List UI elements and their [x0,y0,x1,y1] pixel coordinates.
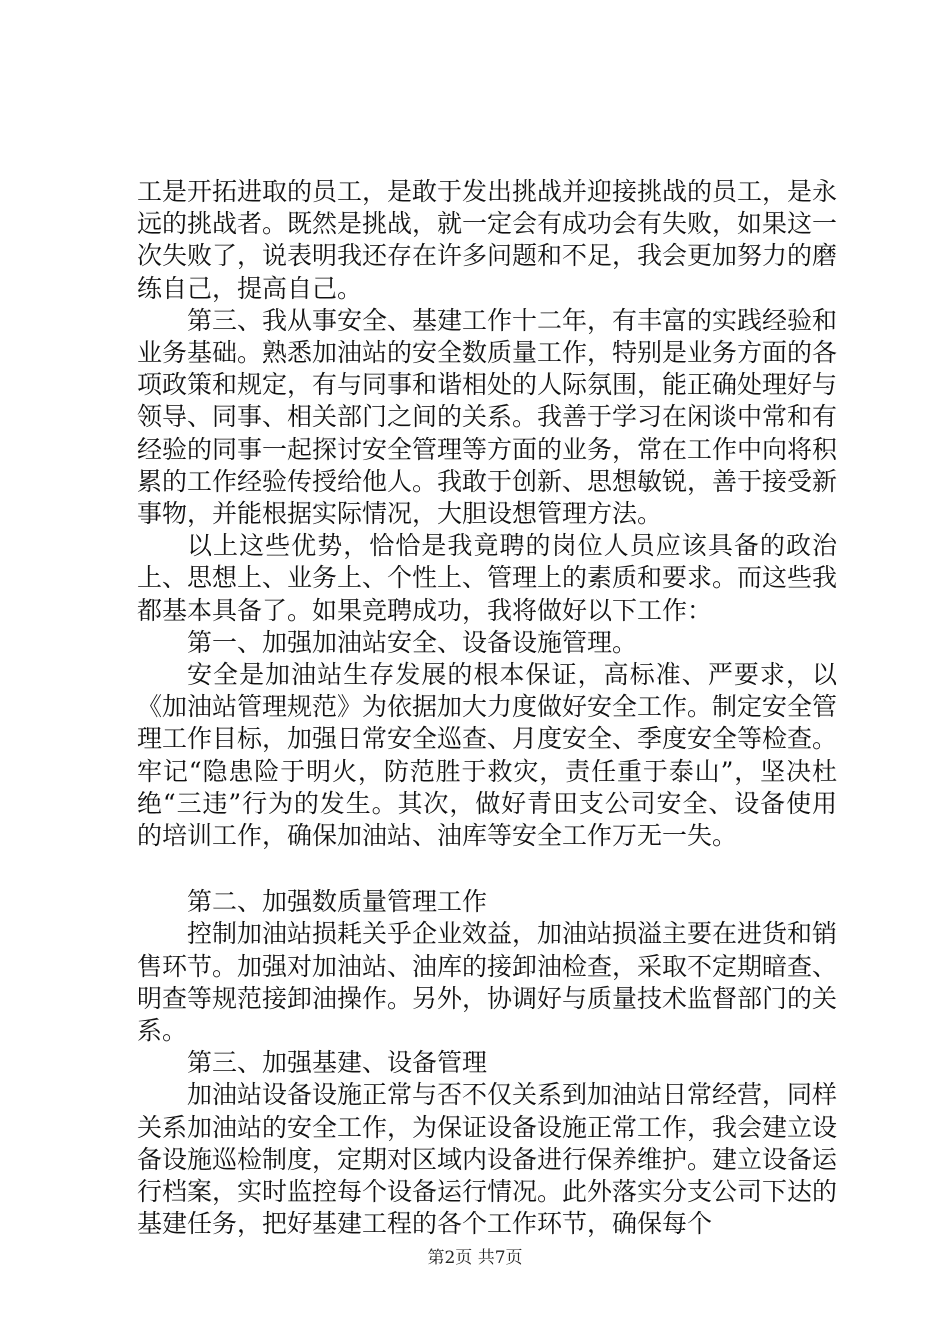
document-body [137,176,837,1241]
paragraph-2: 第三、我从事安全、基建工作十二年，有丰富的实践经验和业务基础。熟悉加油站的安全数质量工作，特别是业务方面的各项政策和规定，有与同事和谐相处的人际氛围，能正确处理好与领导、同事、相关部门之间的关系。我善于学习在闲谈中常和有经验的同事一起探讨安全管理等方面的业务，常在工作中向将积累的工作经验传授给他人。我敢于创新、思想敏锐，善于接受新事物，并能根据实际情况，大胆设想管理方法。 [137,305,838,529]
paragraph-7: 控制加油站损耗关乎企业效益，加油站损溢主要在进货和销售环节。加强对加油站、油库的接卸油检查，采取不定期暗查、明查等规范接卸油操作。另外，协调好与质量技术监督部门的关系。 [137,919,838,1046]
paragraph-5: 安全是加油站生存发展的根本保证，高标准、严要求，以《加油站管理规范》为依据加大力度做好安全工作。制定安全管理工作目标，加强日常安全巡查、月度安全、季度安全等检查。牢记“隐患险于明火，防范胜于救灾，责任重于泰山”，坚决杜绝“三违”行为的发生。其次，做好青田支公司安全、设备使用的培训工作，确保加油站、油库等安全工作万无一失。 [137,660,838,851]
page-number-footer: 第2页 共7页 [427,1248,523,1268]
paragraph-6-heading: 第二、加强数质量管理工作 [187,887,488,917]
paragraph-3: 以上这些优势，恰恰是我竟聘的岗位人员应该具备的政治上、思想上、业务上、个性上、管理上的素质和要求。而这些我都基本具备了。如果竞聘成功，我将做好以下工作： [137,531,838,625]
paragraph-8-heading: 第三、加强基建、设备管理 [187,1048,488,1078]
paragraph-1: 工是开拓进取的员工，是敢于发出挑战并迎接挑战的员工，是永远的挑战者。既然是挑战，就一定会有成功会有失败，如果这一次失败了，说表明我还存在许多问题和不足，我会更加努力的磨练自己，提高自己。 [137,177,838,303]
paragraph-4-heading: 第一、加强加油站安全、设备设施管理。 [187,627,638,657]
paragraph-9: 加油站设备设施正常与否不仅关系到加油站日常经营，同样关系加油站的安全工作，为保证设备设施正常工作，我会建立设备设施巡检制度，定期对区域内设备进行保养维护。建立设备运行档案，实时监控每个设备运行情况。此外落实分支公司下达的基建任务，把好基建工程的各个工作环节，确保每个 [137,1080,838,1239]
